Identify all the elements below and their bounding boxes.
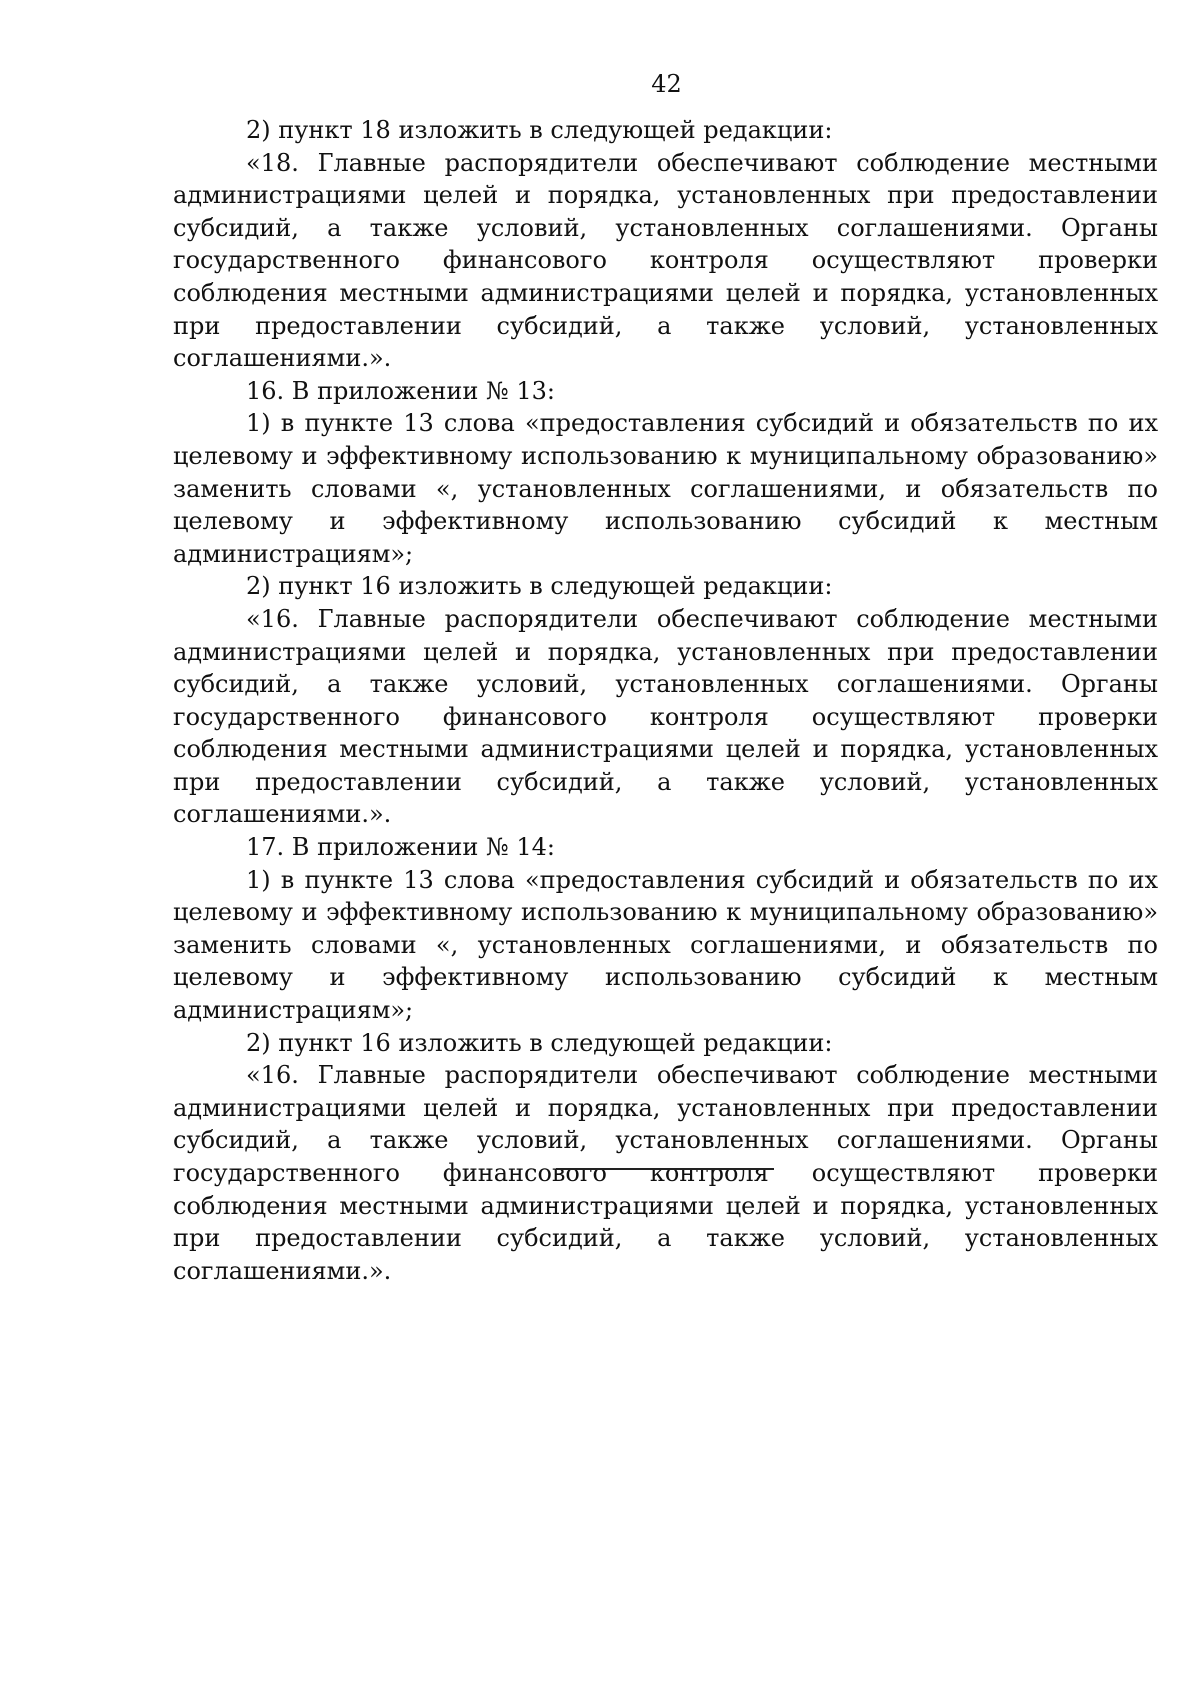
paragraph-section-16-point-16-text: «16. Главные распорядители обеспечивают соблюдение местными администрациями целей и порядка, установленных при предоставлении субсидий, а также условий, установленных соглашениями. Органы государственного финансового контроля осуществляют проверки соблюдения местными администрациями целей и порядка, установленных при предоставлении субсидий, а также условий, установленных соглашениями.». — [173, 604, 1158, 829]
paragraph-section-16-item-1: 1) в пункте 13 слова «предоставления субсидий и обязательств по их целевому и эффективному использованию к муниципальному образованию» заменить словами «, установленных соглашениями, и обязательств по целевому и эффективному использованию субсидий к местным администрациям»; — [173, 409, 1158, 568]
paragraph-point-18-text: «18. Главные распорядители обеспечивают соблюдение местными администрациями целей и порядка, установленных при предоставлении субсидий, а также условий, установленных соглашениями. Органы государственного финансового контроля осуществляют проверки соблюдения местными администрациями целей и порядка, установленных при предоставлении субсидий, а также условий, установленных соглашениями.». — [173, 148, 1158, 373]
paragraph-section-17-item-1: 1) в пункте 13 слова «предоставления субсидий и обязательств по их целевому и эффективному использованию к муниципальному образованию» заменить словами «, установленных соглашениями, и обязательств по целевому и эффективному использованию субсидий к местным администрациям»; — [173, 865, 1158, 1025]
document-body — [173, 114, 1158, 1287]
paragraph-section-16-heading: 16. В приложении № 13: — [246, 376, 555, 405]
page-number: 42 — [651, 70, 682, 98]
paragraph-section-17-point-16-text: «16. Главные распорядители обеспечивают соблюдение местными администрациями целей и порядка, установленных при предоставлении субсидий, а также условий, установленных соглашениями. Органы государственного финансового контроля осуществляют проверки соблюдения местными администрациями целей и порядка, установленных при предоставлении субсидий, а также условий, установленных соглашениями.». — [173, 1061, 1158, 1285]
paragraph-section-17-item-2-intro: 2) пункт 16 изложить в следующей редакции: — [246, 1028, 833, 1057]
paragraph-item-2-point-18-intro: 2) пункт 18 изложить в следующей редакции: — [246, 116, 833, 144]
paragraph-section-17-heading: 17. В приложении № 14: — [246, 833, 555, 862]
end-separator-line — [556, 1168, 774, 1170]
paragraph-section-16-item-2-intro: 2) пункт 16 изложить в следующей редакции: — [246, 572, 833, 601]
